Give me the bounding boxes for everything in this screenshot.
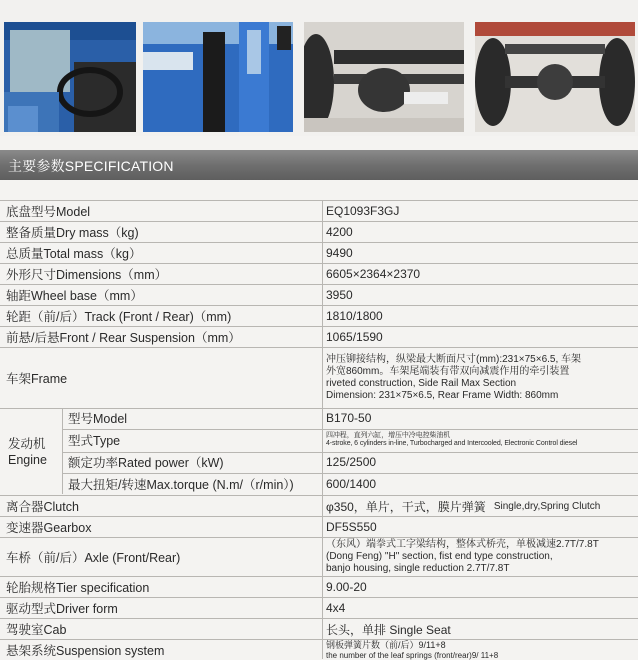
spec-row-clutch	[0, 495, 638, 516]
spec-row-axle	[0, 537, 638, 576]
spec-value: 6605×2364×2370	[326, 267, 421, 281]
spec-value: 125/2500	[326, 455, 377, 469]
spec-label: 额定功率Rated power（kW)	[68, 456, 224, 470]
axle-line: (Dong Feng) "H" section, fist end type construction,	[326, 551, 553, 562]
spec-row-model	[0, 200, 638, 221]
suspension-line: 钢板弹簧片数（前/后）9/11+8	[326, 639, 446, 650]
spec-value: EQ1093F3GJ	[326, 204, 400, 218]
frame-line: Dimension: 231×75×6.5, Rear Frame Width: 860mm	[326, 390, 559, 401]
spec-label: 轴距Wheel base（mm）	[6, 289, 143, 303]
clutch-value-en: Single,dry,Spring Clutch	[493, 500, 601, 512]
spec-label: 变速器Gearbox	[6, 521, 92, 535]
spec-value: 长头，单排 Single Seat	[326, 622, 451, 637]
engine-label-cn: 发动机	[8, 436, 46, 451]
spec-value: DF5S550	[326, 520, 377, 534]
spec-value: 1810/1800	[326, 309, 383, 323]
spec-value	[326, 538, 634, 576]
spec-row-frame	[0, 347, 638, 408]
spec-row-max-torque	[0, 473, 638, 494]
spec-value: 3950	[326, 288, 353, 302]
spec-label: 总质量Total mass（kg）	[6, 247, 142, 261]
spec-value	[326, 429, 634, 451]
spec-row-dry-mass	[0, 221, 638, 242]
spec-value: 4200	[326, 225, 353, 239]
spec-row-engine-model	[0, 408, 638, 428]
spec-value	[326, 640, 634, 660]
frame-line: 冲压铆接结构，纵梁最大断面尺寸(mm):231×75×6.5, 车架	[326, 354, 582, 365]
spec-row-suspension-system	[0, 639, 638, 660]
spec-label: 前悬/后悬Front / Rear Suspension（mm）	[6, 331, 241, 345]
spec-value: 9.00-20	[326, 580, 367, 594]
spec-value	[326, 496, 634, 516]
spec-value: 9490	[326, 246, 353, 260]
cab-interior-photo	[4, 22, 136, 132]
cab-exterior-photo	[143, 22, 293, 132]
spec-row-engine-type	[0, 429, 638, 451]
spec-label: 整备质量Dry mass（kg)	[6, 226, 139, 240]
spec-label: 底盘型号Model	[6, 205, 91, 219]
axle-line: banjo housing, single reduction 2.7T/7.8T	[326, 563, 510, 574]
spec-value: 4x4	[326, 601, 346, 615]
rear-axle-photo	[475, 22, 635, 132]
spec-row-gearbox	[0, 516, 638, 537]
engine-label-en: Engine	[8, 453, 47, 467]
frame-line: 外宽860mm。车架尾端装有带双向减震作用的牵引装置	[326, 366, 570, 377]
spec-section-title: 主要参数SPECIFICATION	[8, 158, 174, 174]
spec-row-suspension-overhang	[0, 326, 638, 347]
spec-value: 1065/1590	[326, 330, 383, 344]
spec-row-cab	[0, 618, 638, 639]
spec-label: 悬架系统Suspension system	[6, 644, 165, 658]
spec-row-total-mass	[0, 242, 638, 263]
spec-label: 轮距（前/后）Track (Front / Rear)（mm)	[6, 310, 232, 324]
clutch-value-cn: φ350，单片，干式，膜片弹簧	[326, 499, 486, 514]
spec-label: 车架Frame	[6, 372, 68, 386]
spec-label: 轮胎规格Tier specification	[6, 581, 150, 595]
spec-label: 最大扭矩/转速Max.torque (N.m/（r/min）)	[68, 477, 294, 492]
spec-label: 外形尺寸Dimensions（mm）	[6, 268, 168, 282]
spec-label: 车桥（前/后）Axle (Front/Rear)	[6, 551, 181, 565]
spec-value	[326, 348, 634, 408]
spec-value: B170-50	[326, 411, 372, 425]
axle-line: （东风）端拳式工字梁结构，整体式桥壳，单极减速2.7T/7.8T	[326, 539, 599, 550]
spec-label: 驾驶室Cab	[6, 623, 67, 637]
engine-type-line: 四冲程，直列六缸，增压中冷电控柴油机	[326, 431, 451, 439]
photo-strip	[0, 0, 638, 136]
spec-label: 驱动型式Driver form	[6, 602, 118, 616]
spec-row-track	[0, 305, 638, 326]
spec-row-drive	[0, 597, 638, 618]
spec-row-dimensions	[0, 263, 638, 284]
engine-type-line: 4-stroke, 6 cylinders in-line, Turbocharged and Intercooled, Electronic Control diesel	[326, 440, 578, 447]
spec-row-wheel-base	[0, 284, 638, 305]
spec-value: 600/1400	[326, 476, 377, 491]
spec-header-bar	[0, 150, 638, 180]
spec-row-rated-power	[0, 452, 638, 472]
spec-label: 离合器Clutch	[6, 500, 79, 514]
spec-row-tire	[0, 576, 638, 597]
spec-label: 型式Type	[68, 434, 121, 448]
chassis-frame-photo	[304, 22, 464, 132]
suspension-line: the number of the leaf springs (front/rear)9/ 11+8	[326, 650, 499, 660]
frame-line: riveted construction, Side Rail Max Section	[326, 378, 517, 389]
spec-label: 型号Model	[68, 412, 128, 426]
